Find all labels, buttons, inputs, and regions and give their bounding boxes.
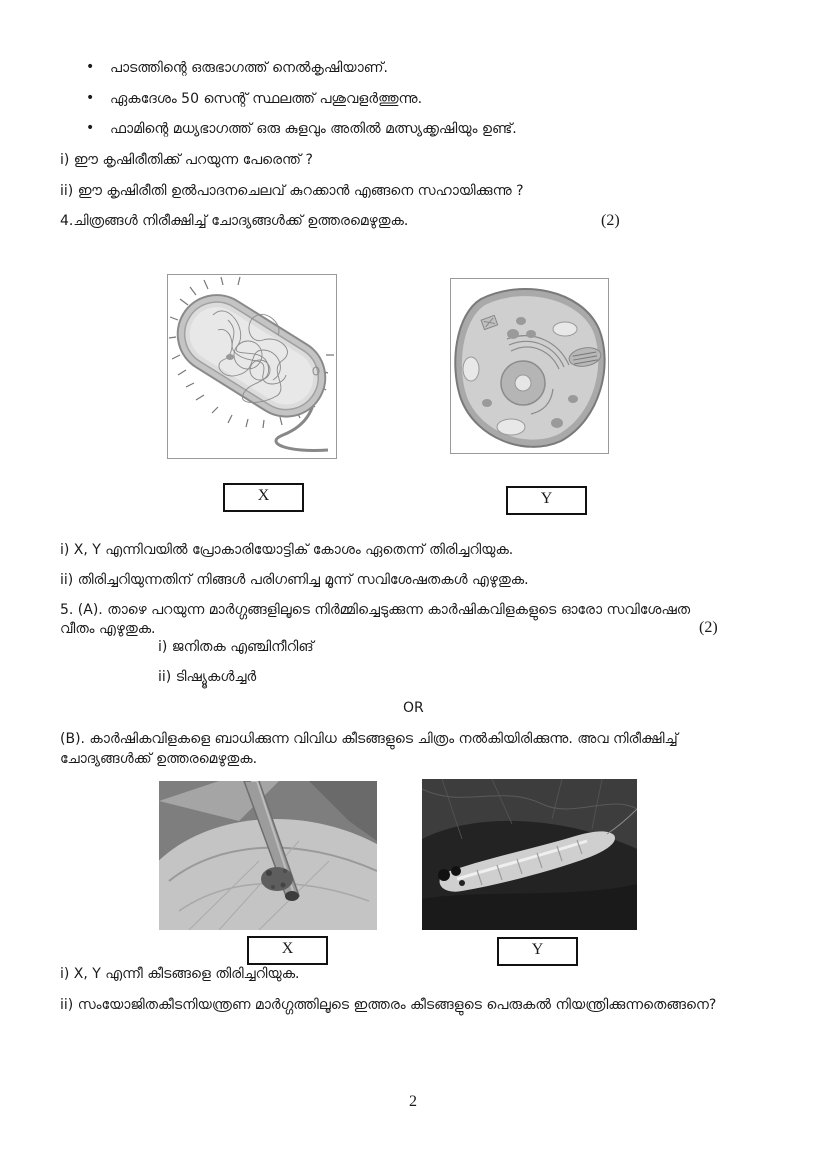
q5b-sub-i: i) X, Y എന്നീ കീടങ്ങളെ തിരിച്ചറിയുക. [60, 966, 300, 982]
q5b-text-line1: (B). കാർഷികവിളകളെ ബാധിക്കുന്ന വിവിധ കീടങ്ങളുടെ ചിത്രം നൽകിയിരിക്കുന്നു. അവ നിരീക്ഷിച്ച് [60, 731, 678, 747]
q5a-text-line1: 5. (A). താഴെ പറയുന്ന മാർഗ്ഗങ്ങളിലൂടെ നിർമ്മിച്ചെടുക്കുന്ന കാർഷികവിളകളുടെ ഓരോ സവിശേഷത [60, 602, 691, 618]
bullet-item: ഫാമിന്റെ മധ്യഭാഗത്ത് ഒരു കുളവും അതിൽ മത്സ്യക്കൃഷിയും ഉണ്ട്. [110, 121, 517, 137]
q4-label-y: Y [506, 486, 587, 515]
q5b-label-x: X [247, 936, 328, 965]
bullet-item: ഏകദേശം 50 സെന്റ് സ്ഥലത്ത് പശുവളർത്തുന്നു. [110, 91, 423, 107]
or-divider: OR [403, 700, 424, 716]
eukaryotic-cell-image [450, 278, 609, 454]
q5a-sub-ii: ii) ടിഷ്യൂകൾച്ചർ [158, 669, 257, 685]
q4-label-x: X [223, 483, 304, 512]
q5a-text-line2: വീതം എഴുതുക. [60, 621, 156, 637]
stem-pest-photo [159, 781, 377, 930]
q4-sub-i: i) X, Y എന്നിവയിൽ പ്രോകാരിയോട്ടിക് കോശം ഏതെന്ന് തിരിച്ചറിയുക. [60, 542, 514, 558]
q5b-sub-ii: ii) സംയോജിതകീടനിയന്ത്രണ മാർഗ്ഗത്തിലൂടെ ഇത്തരം കീടങ്ങളുടെ പെരുകൽ നിയന്ത്രിക്കുന്നതെങ്ങനെ? [60, 997, 717, 1013]
caterpillar-pest-photo [422, 779, 637, 930]
q5a-sub-i: i) ജനിതക എഞ്ചിനീറിങ് [158, 639, 314, 655]
q5-marks: (2) [699, 619, 718, 636]
q5b-label-y: Y [497, 937, 578, 966]
q3-sub-i: i) ഈ കൃഷിരീതിക്ക് പറയുന്ന പേരെന്ത് ? [60, 152, 313, 168]
bacterium-cell-image [167, 274, 337, 459]
q5b-text-line2: ചോദ്യങ്ങൾക്ക് ഉത്തരമെഴുതുക. [60, 751, 258, 767]
bullet-marker: • [86, 120, 95, 136]
bullet-item: പാടത്തിന്റെ ഒരുഭാഗത്ത് നെൽകൃഷിയാണ്. [110, 60, 388, 76]
q4-title: 4.ചിത്രങ്ങൾ നിരീക്ഷിച്ച് ചോദ്യങ്ങൾക്ക് ഉത്തരമെഴുതുക. [60, 213, 409, 229]
bullet-marker: • [86, 90, 95, 106]
bullet-marker: • [86, 59, 95, 75]
page-number: 2 [409, 1093, 417, 1110]
q3-sub-ii: ii) ഈ കൃഷിരീതി ഉൽപാദനചെലവ് കുറക്കാൻ എങ്ങനെ സഹായിക്കുന്നു ? [60, 183, 524, 199]
q4-marks: (2) [601, 212, 620, 229]
q4-sub-ii: ii) തിരിച്ചറിയുന്നതിന് നിങ്ങൾ പരിഗണിച്ച മൂന്ന് സവിശേഷതകൾ എഴുതുക. [60, 572, 529, 588]
